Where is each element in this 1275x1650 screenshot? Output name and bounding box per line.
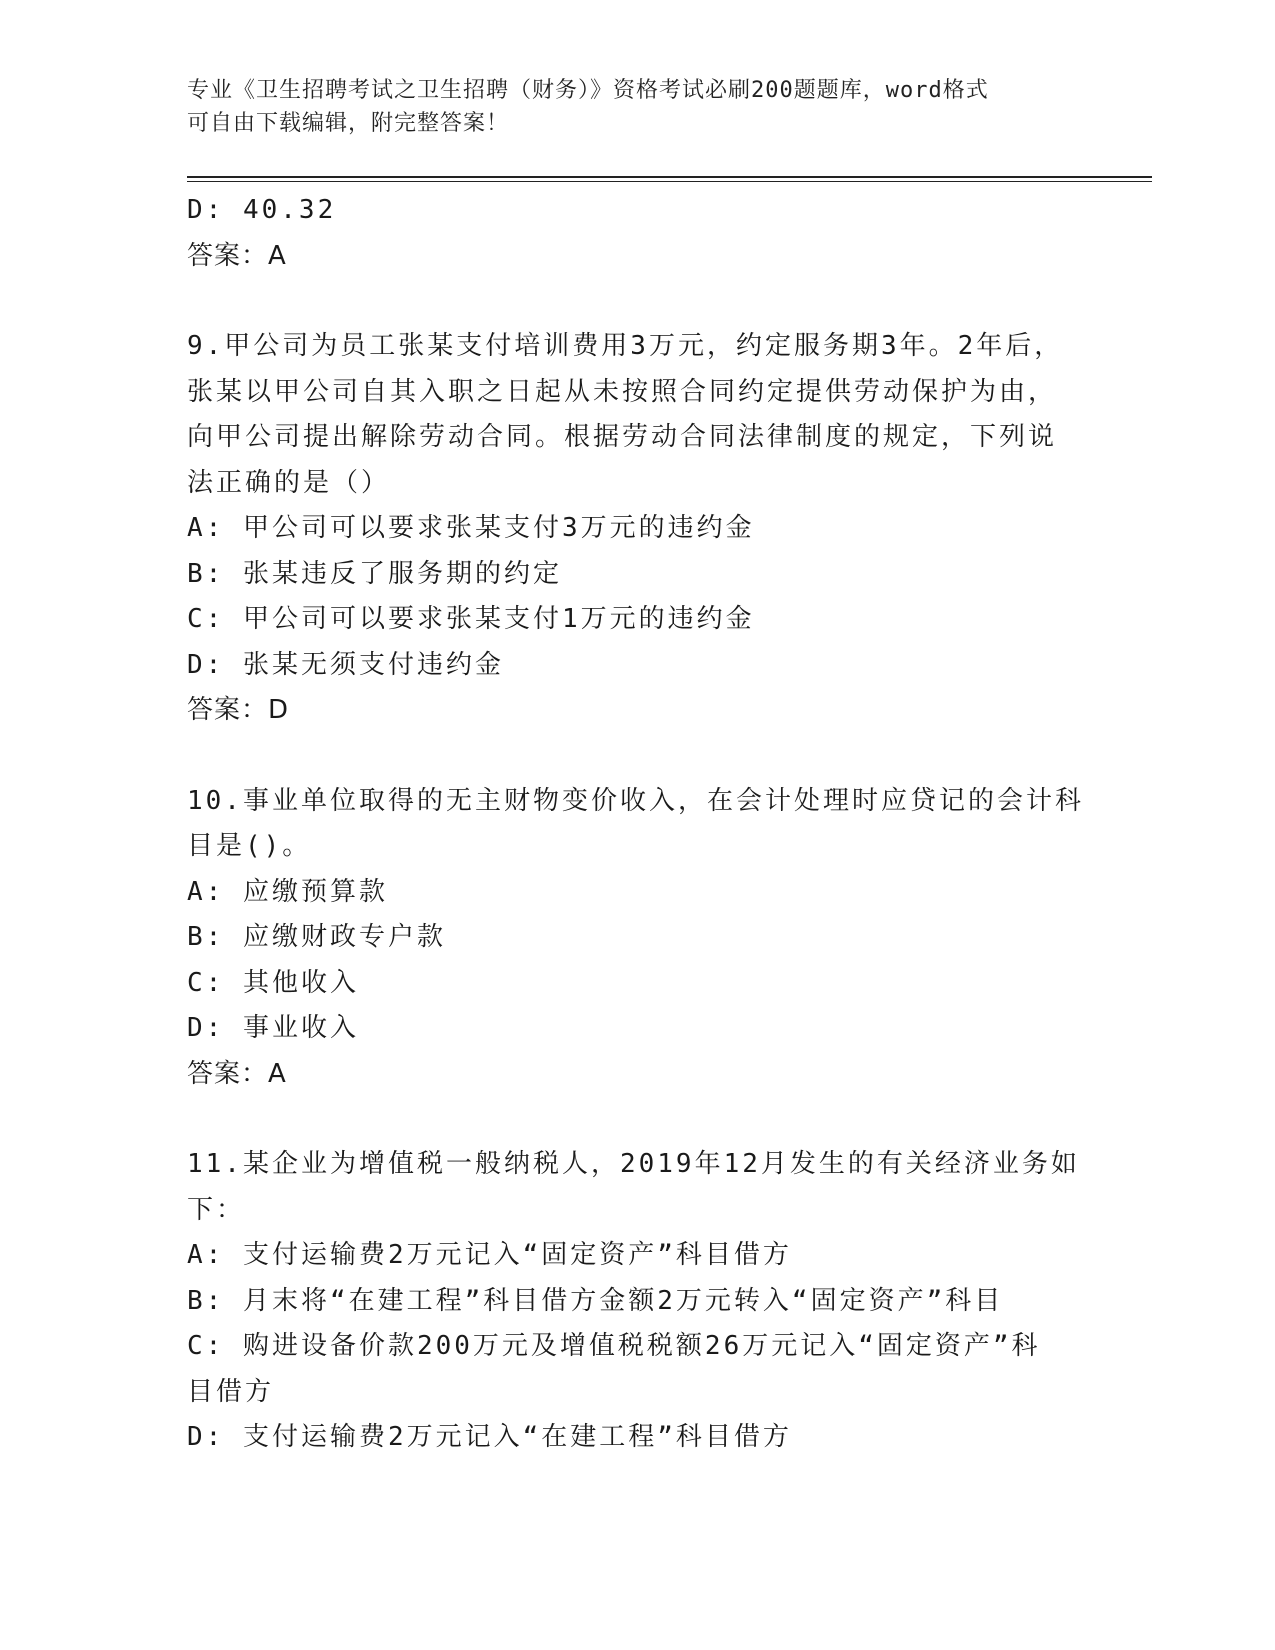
question-stem-line: 11.某企业为增值税一般纳税人，2019年12月发生的有关经济业务如 — [187, 1149, 1080, 1179]
question-stem-line: 下： — [187, 1194, 246, 1225]
header-line-1: 专业《卫生招聘考试之卫生招聘（财务）》资格考试必刷200题题库，word格式 — [187, 78, 989, 103]
question-stem-line: 10.事业单位取得的无主财物变价收入，在会计处理时应贷记的会计科 — [187, 785, 1084, 816]
spacer — [187, 734, 1087, 779]
spacer — [187, 279, 1087, 324]
answer-line: 答案：A — [187, 1058, 287, 1089]
option-c: C: 甲公司可以要求张某支付1万元的违约金 — [187, 604, 755, 634]
answer-line: 答案：A — [187, 240, 287, 271]
spacer — [187, 1097, 1087, 1142]
option-c: C: 其他收入 — [187, 967, 359, 998]
option-b: B: 月末将“在建工程”科目借方金额2万元转入“固定资产”科目 — [187, 1285, 1004, 1316]
option-d: D: 张某无须支付违约金 — [187, 649, 504, 680]
document-body — [187, 188, 1087, 1461]
option-c-continued: 目借方 — [187, 1376, 275, 1407]
option-b: B: 应缴财政专户款 — [187, 922, 446, 952]
option-a: A: 甲公司可以要求张某支付3万元的违约金 — [187, 513, 755, 543]
page-header — [187, 74, 1067, 140]
option-d: D: 40.32 — [187, 195, 337, 225]
option-d: D: 支付运输费2万元记入“在建工程”科目借方 — [187, 1422, 792, 1452]
option-b: B: 张某违反了服务期的约定 — [187, 558, 562, 589]
header-rule-thin — [187, 181, 1152, 182]
question-9 — [187, 324, 1087, 734]
header-rule — [187, 176, 1152, 178]
option-d: D: 事业收入 — [187, 1013, 359, 1043]
question-stem-line: 目是()。 — [187, 831, 312, 861]
option-a: A: 支付运输费2万元记入“固定资产”科目借方 — [187, 1240, 792, 1270]
header-line-2: 可自由下载编辑，附完整答案！ — [187, 111, 510, 136]
question-stem-line: 向甲公司提出解除劳动合同。根据劳动合同法律制度的规定，下列说 — [187, 422, 1058, 452]
option-c: C: 购进设备价款200万元及增值税税额26万元记入“固定资产”科 — [187, 1331, 1041, 1361]
question-stem-line: 9.甲公司为员工张某支付培训费用3万元，约定服务期3年。2年后， — [187, 331, 1064, 361]
question-stem-line: 张某以甲公司自其入职之日起从未按照合同约定提供劳动保护为由， — [187, 376, 1058, 407]
question-11 — [187, 1142, 1087, 1461]
question-10 — [187, 779, 1087, 1098]
option-a: A: 应缴预算款 — [187, 876, 388, 907]
answer-line: 答案：D — [187, 695, 290, 725]
question-stem-line: 法正确的是（） — [187, 467, 391, 498]
